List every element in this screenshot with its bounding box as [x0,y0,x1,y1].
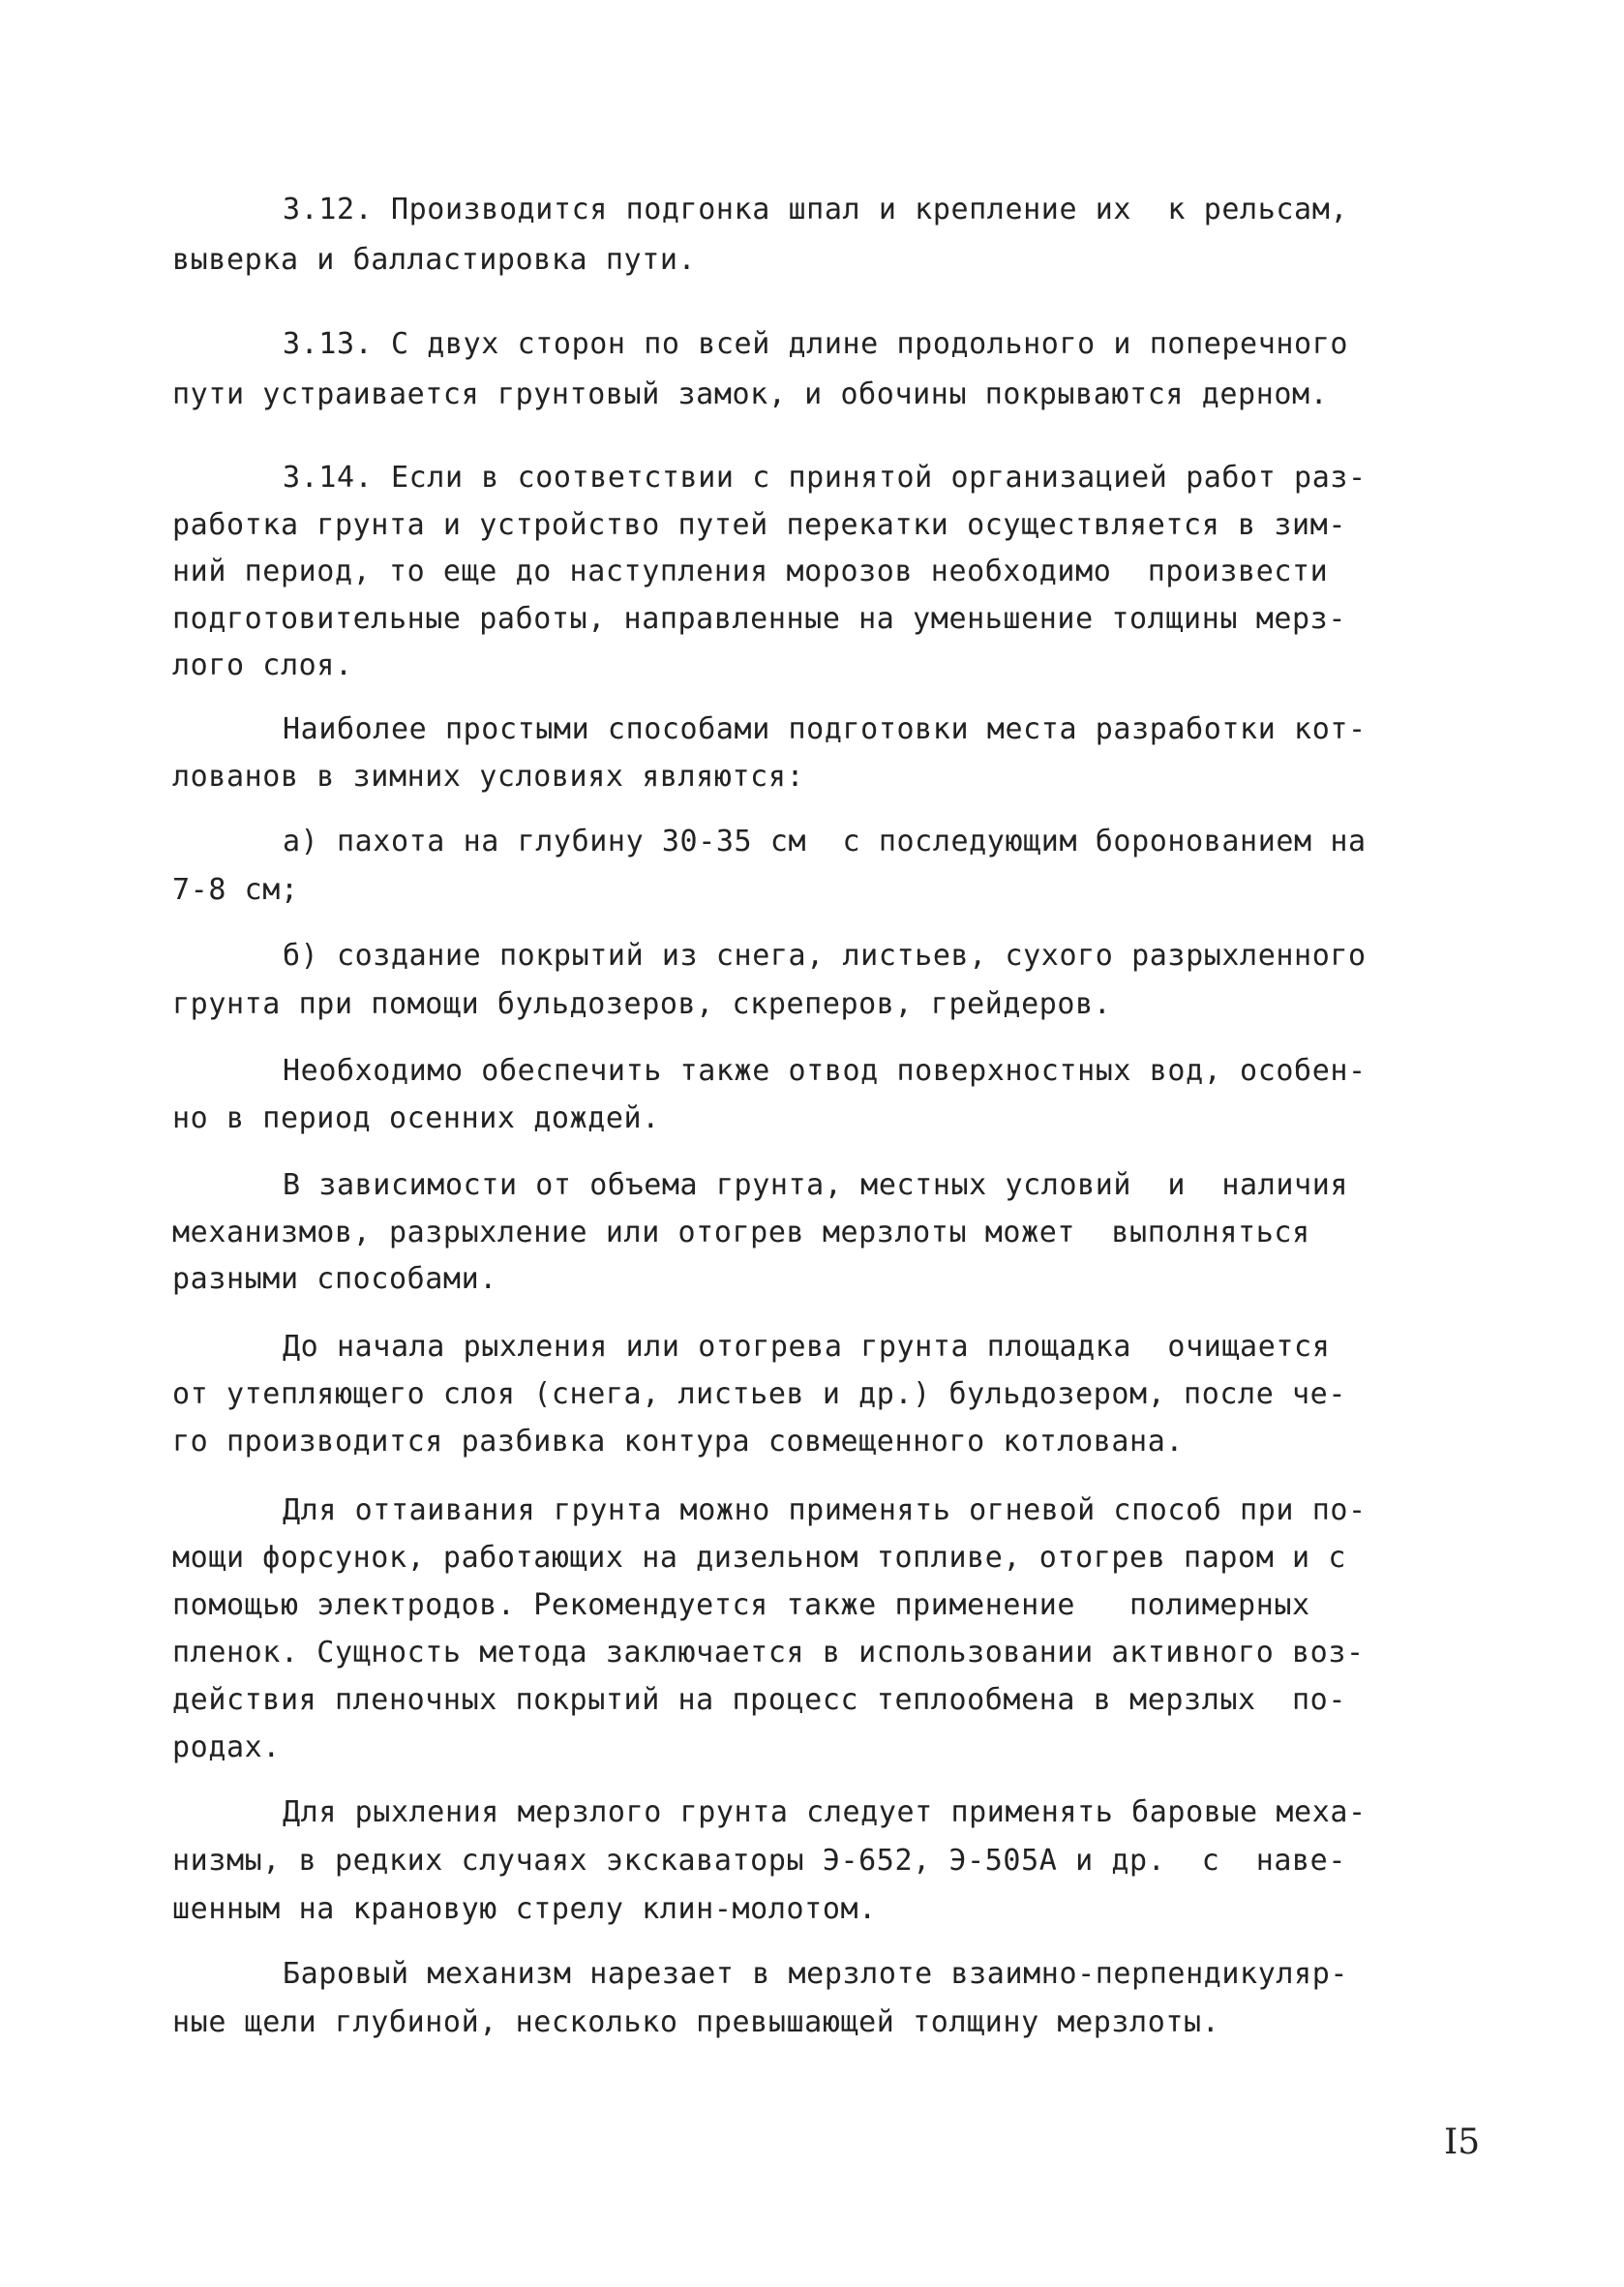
paragraph-drainage-line-2: но в период осенних дождей. [172,1101,660,1135]
list-item-a-line-2: 7-8 см; [172,873,299,907]
list-item-b-line-2: грунта при помощи бульдозеров, скреперов, грейдеров. [172,987,1112,1021]
paragraph-thawing-line-3: помощью электродов. Рекомендуется также применение полимерных [172,1588,1310,1622]
paragraph-3-13-line-2: пути устраивается грунтовый замок, и обочины покрываются дерном. [172,377,1329,411]
paragraph-thawing-line-6: родах. [172,1730,281,1764]
paragraph-3-14-line-1: 3.14. Если в соответствии с принятой организацией работ раз- [283,461,1367,495]
paragraph-3-14-line-5: лого слоя. [172,648,353,682]
paragraph-before-line-2: от утепляющего слоя (снега, листьев и др.) бульдозером, после че- [172,1377,1346,1411]
paragraph-3-14-line-4: подготовительные работы, направленные на уменьшение толщины мерз- [172,602,1346,636]
paragraph-thawing-line-2: мощи форсунок, работающих на дизельном топливе, отогрев паром и с [172,1541,1346,1575]
paragraph-thawing-line-4: пленок. Сущность метода заключается в использовании активного воз- [172,1636,1365,1670]
paragraph-bar-line-1: Баровый механизм нарезает в мерзлоте взаимно-перпендикуляр- [283,1957,1349,1991]
paragraph-methods-line-2: лованов в зимних условиях являются: [172,760,805,794]
paragraph-methods-line-1: Наиболее простыми способами подготовки места разработки кот- [283,712,1367,746]
paragraph-before-line-1: До начала рыхления или отогрева грунта площадка очищается [283,1330,1331,1364]
paragraph-volume-line-3: разными способами. [172,1262,497,1296]
paragraph-bar-line-2: ные щели глубиной, несколько превышающей толщину мерзлоты. [172,2005,1220,2039]
paragraph-volume-line-1: В зависимости от объема грунта, местных условий и наличия [283,1168,1349,1202]
paragraph-before-line-3: го производится разбивка контура совмещенного котлована. [172,1425,1185,1459]
paragraph-thawing-line-1: Для оттаивания грунта можно применять огневой способ при по- [283,1493,1367,1527]
paragraph-drainage-line-1: Необходимо обеспечить также отвод поверхностных вод, особен- [283,1054,1367,1088]
page-number: I5 [1444,2122,1481,2162]
paragraph-volume-line-2: механизмов, разрыхление или отогрев мерзлоты может выполняться [172,1216,1310,1249]
paragraph-3-12-line-1: 3.12. Производится подгонка шпал и крепление их к рельсам, [283,193,1349,226]
paragraph-thawing-line-5: действия пленочных покрытий на процесс теплообмена в мерзлых по- [172,1683,1346,1717]
list-item-a-line-1: а) пахота на глубину 30-35 см с последующим боронованием на [283,825,1367,858]
paragraph-loosening-line-2: низмы, в редких случаях экскаваторы Э-652, Э-505А и др. с наве- [172,1844,1346,1878]
paragraph-3-12-line-2: выверка и балластировка пути. [172,243,697,277]
paragraph-3-14-line-2: работка грунта и устройство путей перекатки осуществляется в зим- [172,508,1346,542]
paragraph-loosening-line-3: шенным на крановую стрелу клин-молотом. [172,1892,877,1926]
paragraph-3-14-line-3: ний период, то еще до наступления морозов необходимо произвести [172,555,1329,588]
paragraph-loosening-line-1: Для рыхления мерзлого грунта следует применять баровые меха- [283,1795,1367,1829]
list-item-b-line-1: б) создание покрытий из снега, листьев, сухого разрыхленного [283,939,1367,973]
paragraph-3-13-line-1: 3.13. С двух сторон по всей длине продольного и поперечного [283,327,1349,361]
